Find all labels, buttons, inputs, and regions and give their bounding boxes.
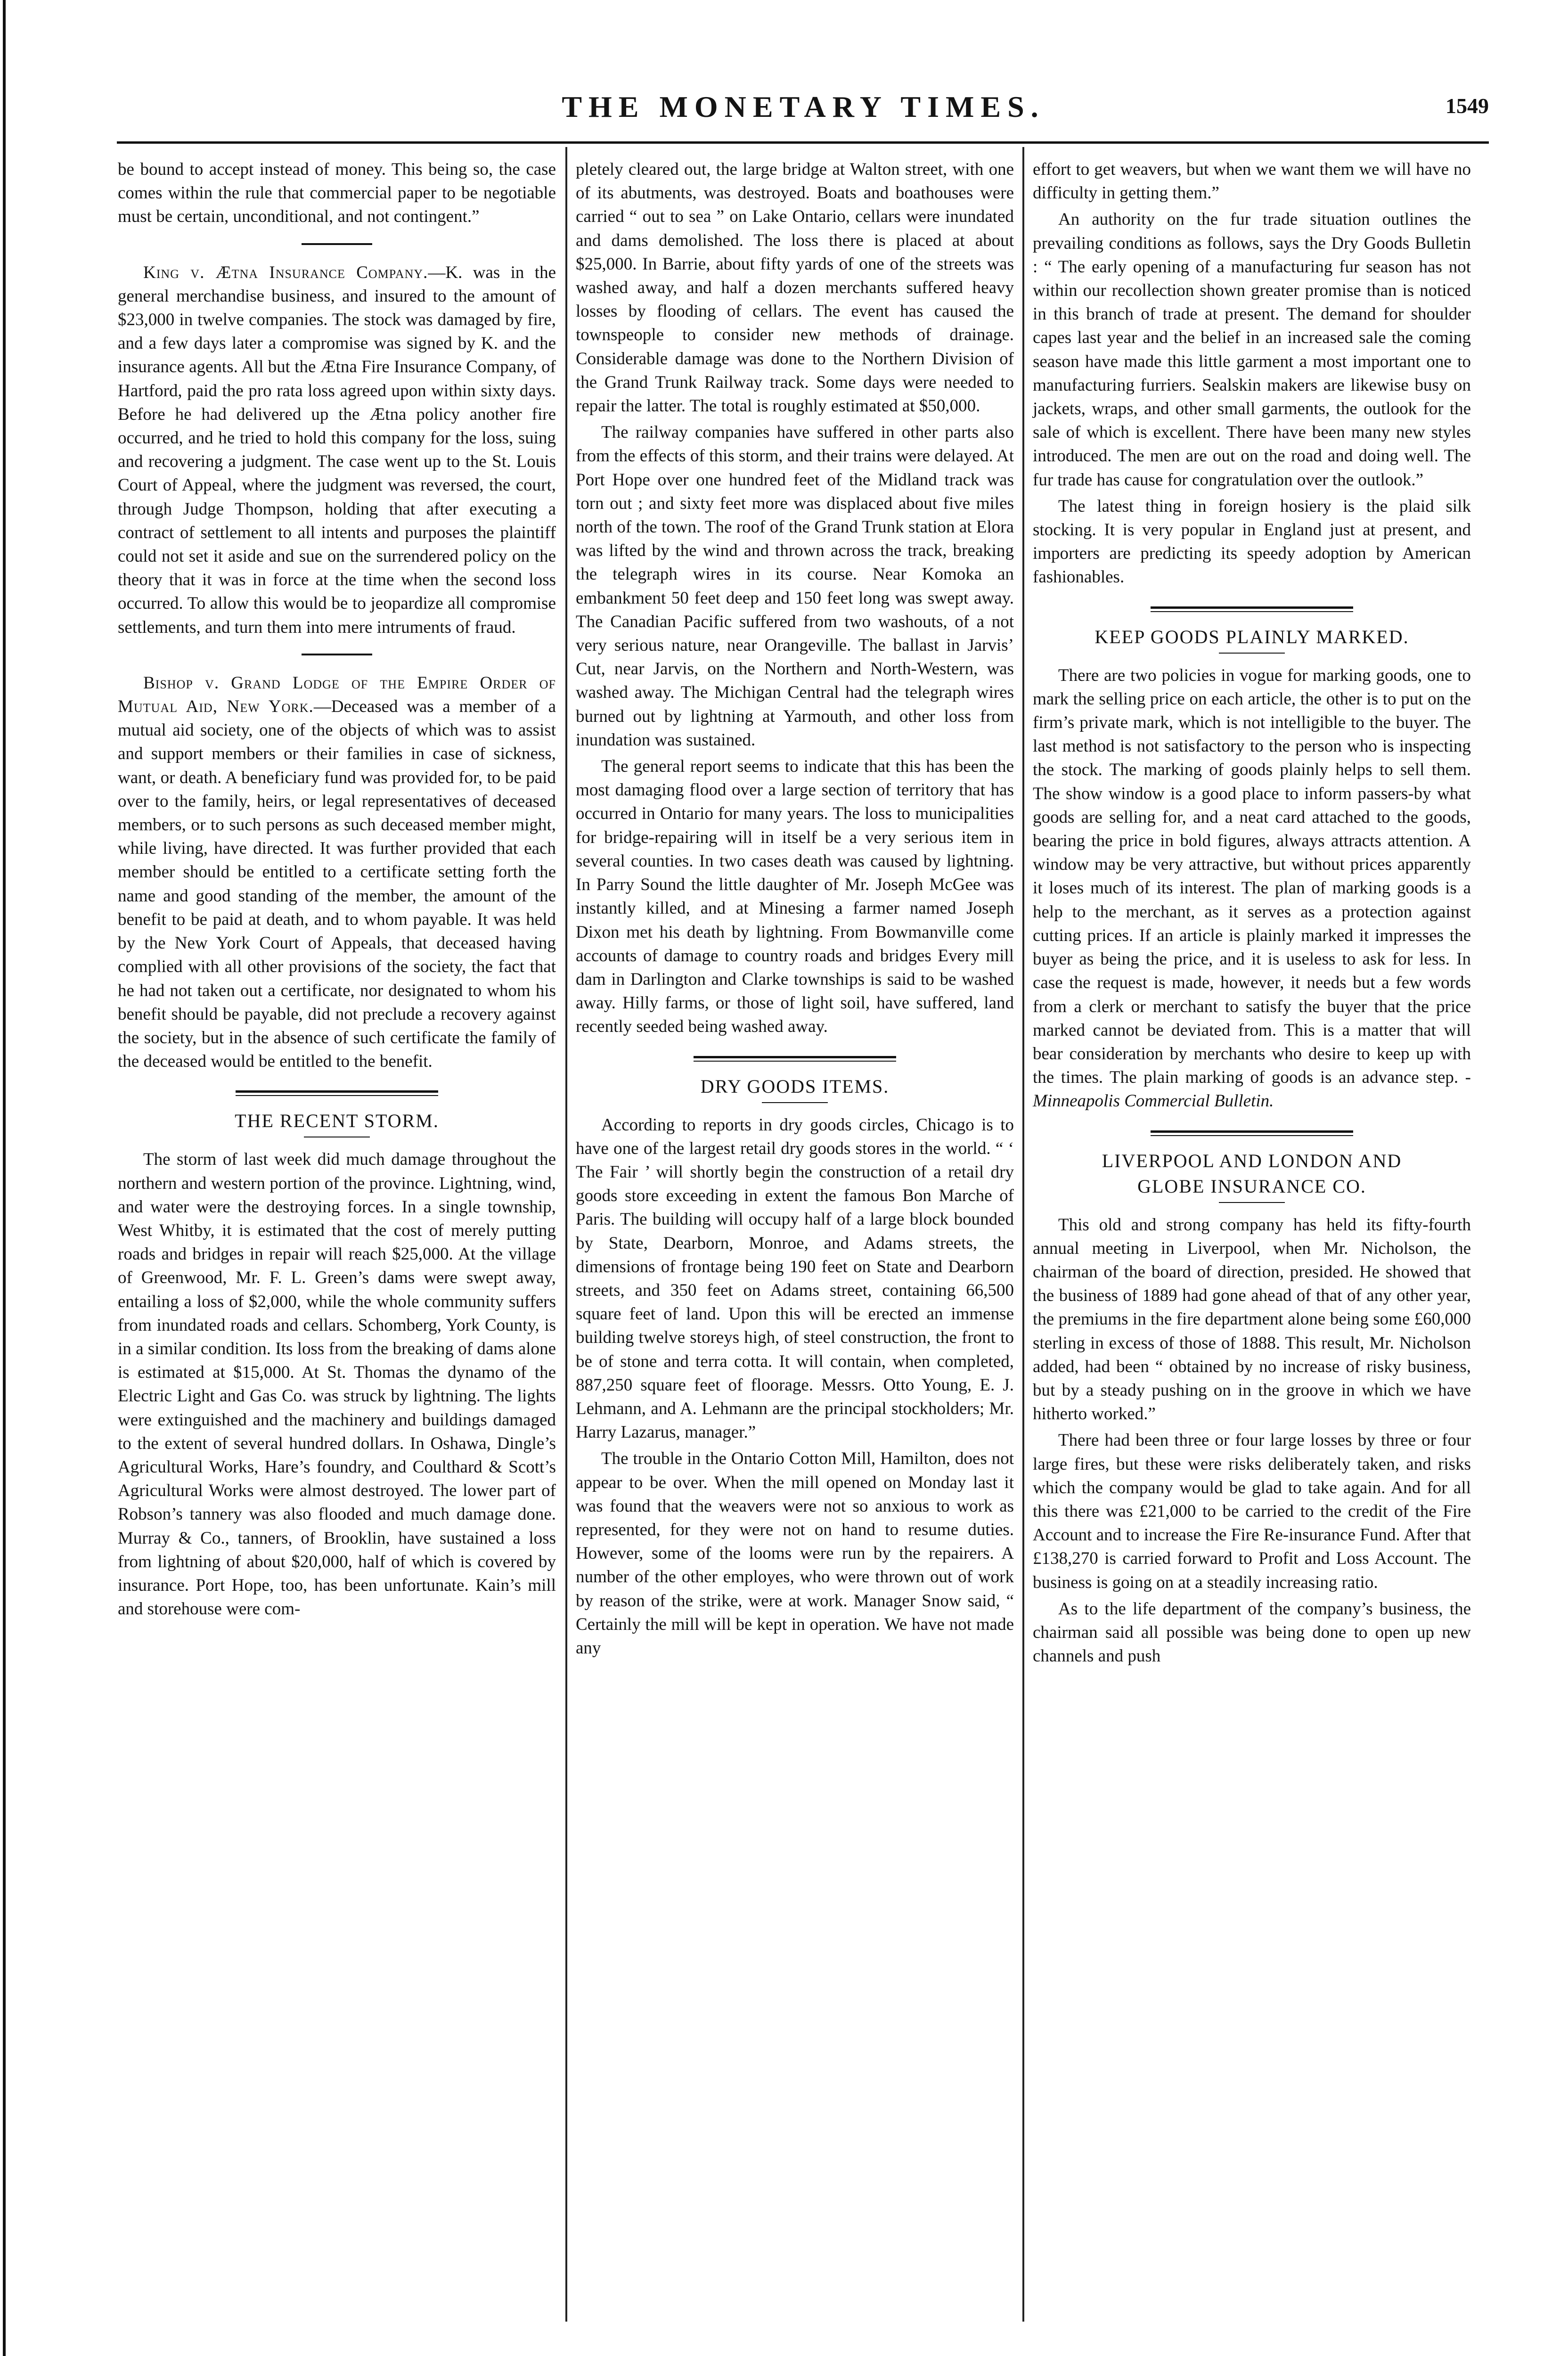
column-2: [576, 158, 1014, 1663]
case-king-v-aetna: [118, 261, 556, 639]
section-divider: [694, 1056, 896, 1062]
column-rule-right: [1022, 147, 1024, 2322]
paragraph: The storm of last week did much damage throughout the northern and western portion of the province. Lightning, wind, and water were the destroying forces. In a single township, West Whitby, it is estimated that the cost of merely putting roads and bridges in repair will reach $25,000. At the village of Greenwood, Mr. F. L. Green’s dams were swept away, entailing a loss of $2,000, while the whole community suffers from inundated roads and cellars. Schomberg, York County, is in a similar condition. Its loss from the breaking of dams alone is estimated at $15,000. At St. Thomas the dynamo of the Electric Light and Gas Co. was struck by lightning. The lights were extinguished and the machinery and buildings damaged to the extent of several hundred dollars. In Oshawa, Dingle’s Agricultural Works, Hare’s foundry, and Coulthard & Scott’s Agricultural Works were almost destroyed. The lower part of Robson’s tannery was also flooded and much damage done. Murray & Co., tanners, of Brooklin, have sustained a loss from lightning of about $20,000, half of which is covered by insurance. Port Hope, too, has been unfortunate. Kain’s mill and storehouse were com-: [118, 1150, 556, 1619]
paragraph: As to the life department of the company’s business, the chairman said all possible was being done to open up new channels and push: [1033, 1599, 1471, 1666]
section-title-dry-goods-items: DRY GOODS ITEMS.: [700, 1075, 890, 1097]
column-3: [1033, 158, 1471, 1671]
paragraph: There had been three or four large losses by three or four large fires, but these were risks deliberately taken, and risks which the company would be glad to take again. And for all this there was £21,000 to be carried to the credit of the Fire Account and to increase the Fire Re-insurance Fund. After that £138,270 is carried forward to Profit and Loss Account. The business is going on at a steadily increasing ratio.: [1033, 1431, 1471, 1592]
separator-rule: [302, 243, 372, 245]
separator-rule: [302, 654, 372, 655]
section-divider: [1151, 606, 1353, 612]
page-number: 1549: [1446, 94, 1489, 118]
case-title: Bishop v. Grand Lodge of the Empire Order of Mutual Aid, New York.: [118, 673, 556, 717]
column-rule-left: [565, 147, 567, 2322]
case-body: —Deceased was a member of a mutual aid society, one of the objects of which was to assist and support members or their families in case of sickness, want, or death. A beneficiary fund was provided for, to be paid over to the family, heirs, or legal representatives of deceased members, or to such persons as such deceased member might, while living, have directed. It was further provided that each member should be entitled to a certificate setting forth the name and good standing of the member, the amount of the benefit to be paid at death, and to whom payable. It was held by the New York Court of Appeals, that deceased having complied with all other provisions of the society, the fact that he had not taken out a certificate, nor designated to whom his benefit should be payable, did not preclude a recovery against the society, but in the absence of such certificate the family of the deceased would be entitled to the benefit.: [118, 697, 556, 1072]
source-credit: Minneapolis Commercial Bulletin.: [1033, 1091, 1274, 1111]
column-1: [118, 158, 556, 1624]
paragraph: [1033, 664, 1471, 1113]
section-title-liverpool-line-2: GLOBE INSURANCE CO.: [1137, 1175, 1366, 1197]
article-body: There are two policies in vogue for marking goods, one to mark the selling price on each article, the other is to put on the firm’s private mark, which is not intelligible to the buyer. The last method is not satisfactory to the person who is inspecting the stock. The marking of goods plainly helps to sell them. The show window is a good place to inform passers-by what goods are selling for, and a neat card attached to the goods, bearing the price in bold figures, always attracts attention. A window may be very attractive, but without prices apparently it loses much of its interest. The plan of marking goods is a help to the merchant, as it serves as a protection against cutting prices. If an article is plainly marked it impresses the buyer as being the price, and it is useless to ask for less. In case the request is made, however, it needs but a few words from a clerk or merchant to satisfy the buyer that the price marked cannot be deviated from. This is a matter that will bear consideration by merchants who desire to keep up with the times. The plain marking of goods is an advance step. -: [1033, 665, 1471, 1088]
paragraph: This old and strong company has held its fifty-fourth annual meeting in Liverpool, when Mr. Nicholson, the chairman of the board of direction, presided. He showed that the business of 1889 had gone ahead of that of any other year, the premiums in the fire department alone being some £60,000 sterling in excess of those of 1888. This result, Mr. Nicholson added, had been “ obtained by no increase of risky business, but by a steady pushing on in the groove in which we have hitherto worked.”: [1033, 1215, 1471, 1424]
header-rule: [117, 141, 1489, 144]
paragraph: The trouble in the Ontario Cotton Mill, Hamilton, does not appear to be over. When the mill opened on Monday last it was found that the weavers were not so anxious to work as represented, for they were not on hand to resume duties. However, some of the looms were run by the repairers. A number of the other employes, who were thrown out of work by reason of the strike, were at work. Manager Snow said, “ Certainly the mill will be kept in operation. We have not made any: [576, 1449, 1014, 1658]
title-underline: [1219, 1202, 1285, 1203]
paragraph: According to reports in dry goods circles, Chicago is to have one of the largest retail dry goods stores in the world. “ ‘ The Fair ’ will shortly begin the construction of a retail dry goods store exceeding in extent the famous Bon Marche of Paris. The building will occupy half of a large block bounded by State, Dearborn, Monroe, and Adams streets, the dimensions of frontage being 190 feet on State and Dearborn streets, and 350 feet on Adams street, containing 66,500 square feet of land. Upon this will be erected an immense building twelve storeys high, of steel construction, the front to be of stone and terra cotta. It will contain, when completed, 887,250 square feet of floorage. Messrs. Otto Young, E. J. Lehmann, and A. Lehmann are the principal stockholders; Mr. Harry Lazarus, manager.”: [576, 1115, 1014, 1442]
case-body: —K. was in the general merchandise business, and insured to the amount of $23,000 in twelve companies. The stock was damaged by fire, and a few days later a compromise was signed by K. and the insurance agents. All but the Ætna Fire Insurance Company, of Hartford, paid the pro rata loss agreed upon within sixty days. Before he had delivered up the Ætna policy another fire occurred, and he tried to hold this company for the loss, suing and recovering a judgment. The case went up to the St. Louis Court of Appeal, where the judgment was reversed, the court, through Judge Thompson, holding that after executing a contract of settlement to all intents and purposes the plaintiff could not set it aside and sue on the surrendered policy on the theory that it was in force at the time when the second loss occurred. To allow this would be to jeopardize all compromise settlements, and turn them into mere intruments of fraud.: [118, 262, 556, 637]
title-underline: [762, 1102, 828, 1103]
paragraph: The latest thing in foreign hosiery is the plaid silk stocking. It is very popular in England just at present, and importers are predicting its speedy adoption by American fashionables.: [1033, 496, 1471, 587]
page-header: [118, 90, 1489, 137]
scan-edge-rule: [3, 0, 6, 2356]
paragraph: effort to get weavers, but when we want them we will have no difficulty in getting them.”: [1033, 160, 1471, 203]
section-divider: [236, 1090, 438, 1096]
paragraph: An authority on the fur trade situation outlines the prevailing conditions as follows, says the Dry Goods Bulletin : “ The early opening of a manufacturing fur season has not within our recollection shown greater promise than is noticed in this branch of trade at present. The demand for shoulder capes last year and the belief in an increased sale the coming season have made this little garment a most important one to manufacturing furriers. Sealskin makers are likewise busy on jackets, wraps, and other small garments, the outlook for the sale of which is excellent. There have been many new styles introduced. The men are out on the road and doing well. The fur trade has cause for congratulation over the outlook.”: [1033, 210, 1471, 490]
paragraph: The railway companies have suffered in other parts also from the effects of this storm, and their trains were delayed. At Port Hope over one hundred feet of the Midland track was torn out ; and sixty feet more was displaced about five miles north of the town. The roof of the Grand Trunk station at Elora was lifted by the wind and thrown across the track, breaking the telegraph wires in its course. Near Komoka an embankment 50 feet deep and 150 feet long was swept away. The Canadian Pacific suffered from two washouts, of a not very serious nature, near Orangeville. The ballast in Jarvis’ Cut, near Jarvis, on the Northern and North-Western, was washed away. The Michigan Central had the telegraph wires burned out by lightning at Yarmouth, and other loss from inundation was sustained.: [576, 423, 1014, 750]
section-title-liverpool-line-1: LIVERPOOL AND LONDON AND: [1102, 1150, 1402, 1171]
section-title-keep-goods-plainly-marked: KEEP GOODS PLAINLY MARKED.: [1094, 626, 1409, 647]
section-title-recent-storm: THE RECENT STORM.: [235, 1110, 439, 1132]
section-divider: [1151, 1130, 1353, 1136]
paragraph: be bound to accept instead of money. This being so, the case comes within the rule that commercial paper to be negotiable must be certain, unconditional, and not contingent.”: [118, 160, 556, 227]
case-bishop-v-grand-lodge: [118, 671, 556, 1073]
paragraph: The general report seems to indicate that this has been the most damaging flood over a large section of territory that has occurred in Ontario for many years. The loss to municipalities for bridge-repairing will in itself be a very serious item in several counties. In two cases death was caused by lightning. In Parry Sound the little daughter of Mr. Joseph McGee was instantly killed, and at Minesing a farmer named Joseph Dixon met his death by lightning. From Bowmanville come accounts of damage to country roads and bridges Every mill dam in Darlington and Clarke townships is said to be washed away. Hilly farms, or those of light soil, have suffered, land recently seeded being washed away.: [576, 757, 1014, 1037]
masthead-title: THE MONETARY TIMES.: [562, 90, 1045, 123]
paragraph: pletely cleared out, the large bridge at Walton street, with one of its abutments, was destroyed. Boats and boathouses were carried “ out to sea ” on Lake Ontario, cellars were inundated and dams demolished. The loss there is placed at about $25,000. In Barrie, about fifty yards of one of the streets was washed away, and half a dozen merchants suffered heavy losses by flooding of cellars. The event has caused the townspeople to consider new methods of drainage. Considerable damage was done to the Northern Division of the Grand Trunk Railway track. Some days were needed to repair the latter. The total is roughly estimated at $50,000.: [576, 160, 1014, 416]
title-underline: [1219, 653, 1285, 654]
case-title: King v. Ætna Insurance Company.: [143, 262, 428, 282]
